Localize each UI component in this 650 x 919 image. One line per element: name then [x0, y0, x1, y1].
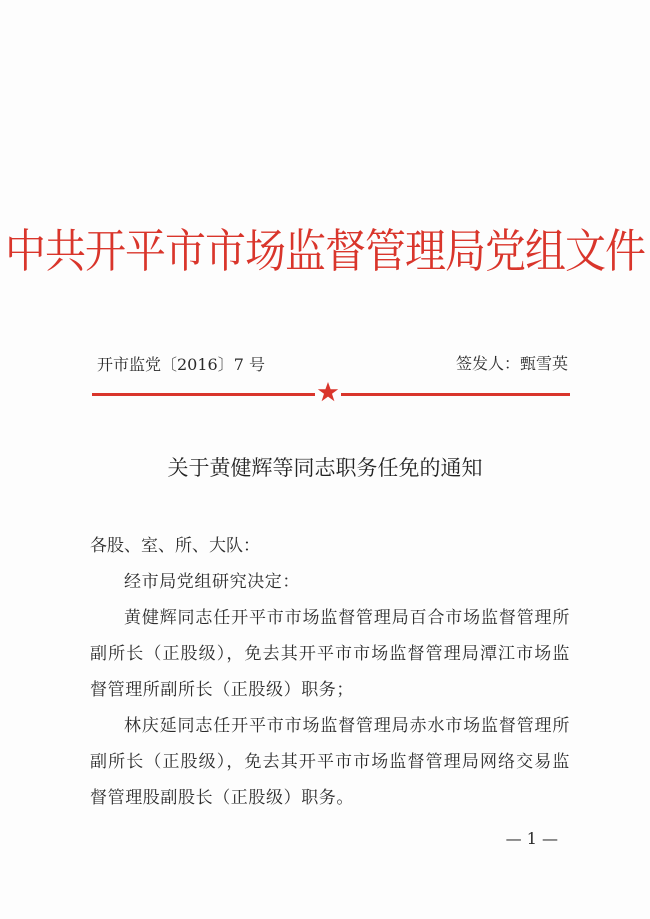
- notice-title: 关于黄健辉等同志职务任免的通知: [167, 456, 483, 480]
- red-separator-left: [92, 393, 315, 396]
- issuer-label: 签发人：: [455, 354, 520, 373]
- paragraph-appointment-2: 林庆延同志任开平市市场监督管理局赤水市场监督管理所副所长（正股级），免去其开平市市场监督管理局网络交易监督管理股副股长（正股级）职务。: [90, 716, 570, 808]
- issuer-line: [456, 351, 568, 374]
- document-number: 开市监党〔2016〕7 号: [97, 355, 265, 374]
- page-number: — 1 —: [505, 829, 558, 848]
- salutation: 各股、室、所、大队：: [90, 536, 260, 556]
- red-separator-right: [341, 393, 570, 396]
- paragraph-decision: 经市局党组研究决定：: [124, 572, 300, 592]
- star-icon: [317, 381, 339, 403]
- issuer-name: 甄雪英: [519, 354, 568, 373]
- paragraph-appointment-1: 黄健辉同志任开平市市场监督管理局百合市场监督管理所副所长（正股级），免去其开平市市场监督管理局潭江市场监督管理所副所长（正股级）职务；: [90, 608, 570, 700]
- document-header-title: 中共开平市市场监督管理局党组文件: [5, 224, 645, 279]
